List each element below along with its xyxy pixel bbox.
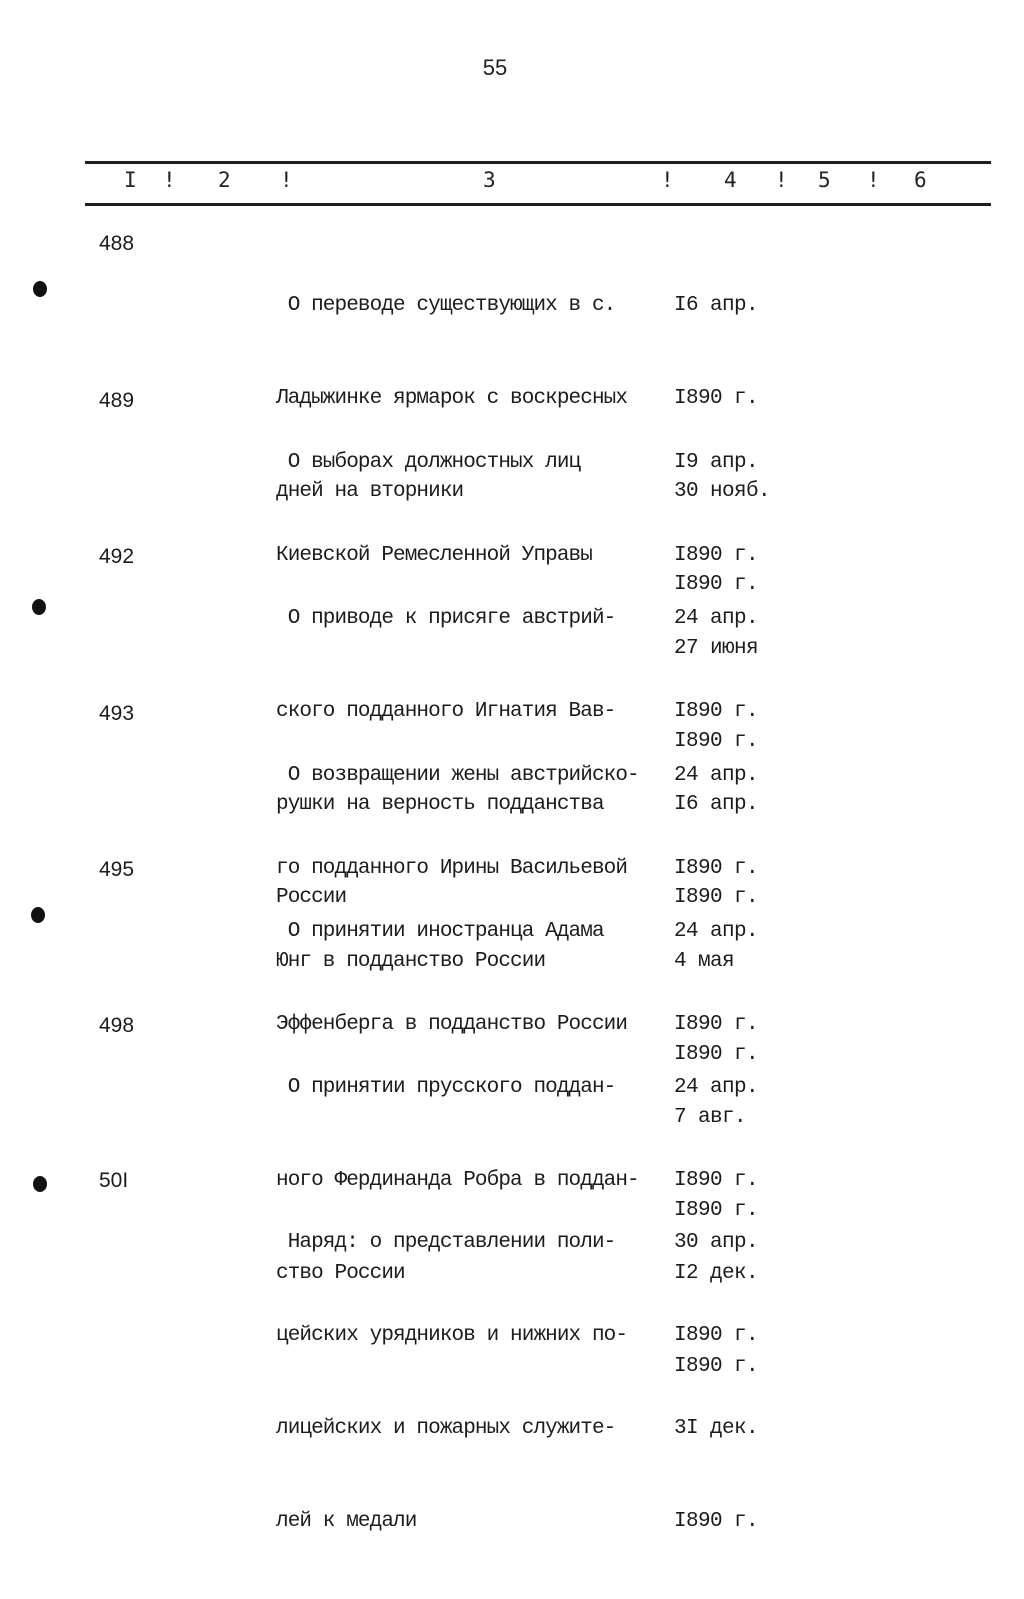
- date-line: I2 дек.: [674, 1262, 759, 1285]
- title-line: О принятии прусского поддан-: [276, 1076, 616, 1099]
- header-col-6: 6: [914, 168, 927, 192]
- title-line: лей к медали: [276, 1510, 417, 1533]
- title-line: ского подданного Игнатия Вав-: [276, 700, 616, 723]
- entry-title: [276, 1165, 676, 1599]
- date-line: I890 г.: [674, 1355, 759, 1378]
- date-line: 24 апр.: [674, 920, 759, 943]
- header-sep-4: !: [775, 168, 788, 192]
- title-line: Юнг в подданство России: [276, 950, 546, 973]
- title-line: Эффенберга в подданство России: [276, 1013, 628, 1036]
- title-line: ного Фердинанда Робра в поддан-: [276, 1169, 639, 1192]
- date-line: 4 мая: [674, 950, 735, 973]
- title-line: Ладыжинке ярмарок с воскресных: [276, 387, 628, 410]
- date-line: I890 г.: [674, 1199, 759, 1222]
- date-line: I890 г.: [674, 387, 759, 410]
- punch-hole-mark: [32, 599, 46, 615]
- date-line: I6 апр.: [674, 294, 759, 317]
- title-line: О приводе к присяге австрий-: [276, 607, 616, 630]
- date-line: 24 апр.: [674, 1076, 759, 1099]
- date-line: 30 апр.: [674, 1231, 759, 1254]
- title-line: го подданного Ирины Васильевой: [276, 857, 628, 880]
- date-line: I890 г.: [674, 1324, 759, 1347]
- title-line: дней на вторники: [276, 480, 464, 503]
- entry-number: 489: [99, 389, 135, 412]
- header-col-5: 5: [818, 168, 831, 192]
- title-line: Киевской Ремесленной Управы: [276, 544, 592, 567]
- entry-number: 50I: [99, 1169, 129, 1192]
- table-header: [0, 168, 1024, 198]
- title-line: О переводе существующих в с.: [276, 294, 616, 317]
- header-sep-2: !: [280, 168, 293, 192]
- date-line: I890 г.: [674, 730, 759, 753]
- header-sep-3: !: [661, 168, 674, 192]
- date-line: I890 г.: [674, 886, 759, 909]
- header-col-1: I: [124, 168, 137, 192]
- page-number: 55: [482, 55, 508, 80]
- date-line: I890 г.: [674, 1510, 759, 1533]
- entry-number: 498: [99, 1014, 135, 1037]
- date-line: I9 апр.: [674, 451, 759, 474]
- title-line: ство России: [276, 1262, 405, 1285]
- date-line: I6 апр.: [674, 793, 759, 816]
- entry-dates: [674, 1165, 758, 1599]
- title-line: России: [276, 886, 347, 909]
- header-sep-5: !: [867, 168, 880, 192]
- header-col-2: 2: [218, 168, 231, 192]
- date-line: I890 г.: [674, 857, 759, 880]
- title-line: О возвращении жены австрийско-: [276, 764, 639, 787]
- date-line: I890 г.: [674, 1013, 759, 1036]
- header-col-4: 4: [724, 168, 737, 192]
- title-line: рушки на верность подданства: [276, 793, 604, 816]
- header-sep-1: !: [163, 168, 176, 192]
- date-line: I890 г.: [674, 1043, 759, 1066]
- punch-hole-mark: [33, 281, 47, 297]
- date-line: 24 апр.: [674, 764, 759, 787]
- date-line: I890 г.: [674, 1169, 759, 1192]
- punch-hole-mark: [33, 1176, 47, 1192]
- date-line: I890 г.: [674, 573, 759, 596]
- entry-number: 493: [99, 702, 135, 725]
- title-line: лицейских и пожарных служите-: [276, 1417, 616, 1440]
- entry-number: 495: [99, 858, 135, 881]
- punch-hole-mark: [31, 907, 45, 923]
- date-line: 3I дек.: [674, 1417, 759, 1440]
- title-line: цейских урядников и нижних по-: [276, 1324, 628, 1347]
- date-line: I890 г.: [674, 544, 759, 567]
- date-line: I890 г.: [674, 700, 759, 723]
- title-line: О выборах должностных лиц: [276, 451, 581, 474]
- entry-number: 492: [99, 545, 135, 568]
- date-line: 24 апр.: [674, 607, 759, 630]
- entry-number: 488: [99, 232, 135, 255]
- table-header-rule: [85, 203, 991, 206]
- date-line: 7 авг.: [674, 1106, 747, 1129]
- table-top-rule: [85, 161, 991, 164]
- header-col-3: 3: [483, 168, 496, 192]
- title-line: Наряд: о представлении поли-: [276, 1231, 616, 1254]
- title-line: О принятии иностранца Адама: [276, 920, 604, 943]
- date-line: 30 нояб.: [674, 480, 771, 503]
- date-line: 27 июня: [674, 637, 759, 660]
